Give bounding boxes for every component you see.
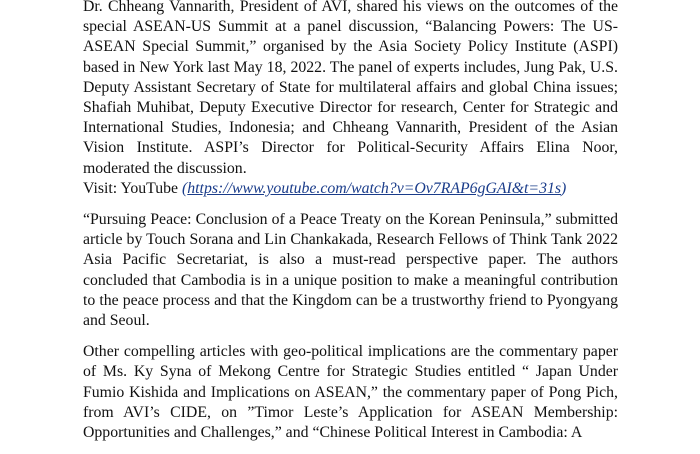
paragraph-korean-peace-text: “Pursuing Peace: Conclusion of a Peace Treaty on the Korean Peninsula,” submitted article by Touch Sorana and Lin Chankakada, Research Fellows of Think Tank 2022 Asia Pacific Secretariat, is also a must-read perspective paper. The authors concluded that Cambodia is in a unique position to make a meaningful contribution to the peace process and that the Kingdom can be a trustworthy friend to Pyongyang and Seoul. xyxy=(83,211,618,330)
paragraph-other-articles-text: Other compelling articles with geo-political implications are the commentary paper of Ms. Ky Syna of Mekong Centre for Strategic Studies entitled “ Japan Under Fumio Kishida and Implications on ASEAN,” the commentary paper of Pong Pich, from AVI’s CIDE, on ”Timor Leste’s Application for ASEAN Membership: Opportunities and Challenges,” and “Chinese Political Interest in Cambodia: A xyxy=(83,343,618,442)
paragraph-korean-peace xyxy=(83,210,618,331)
visit-youtube-line xyxy=(83,179,618,199)
link-open-paren: ( xyxy=(182,179,188,197)
document-page xyxy=(83,0,618,454)
link-close-paren: ) xyxy=(561,179,567,197)
paragraph-summit-panel xyxy=(83,0,618,179)
youtube-link[interactable]: https://www.youtube.com/watch?v=Ov7RAP6gGAI&t=31s xyxy=(187,179,562,197)
visit-label: Visit: YouTube xyxy=(83,179,182,197)
paragraph-other-articles xyxy=(83,342,618,443)
paragraph-summit-panel-text: Dr. Chheang Vannarith, President of AVI, shared his views on the outcomes of the special ASEAN-US Summit at a panel discussion, “Balancing Powers: The US-ASEAN Special Summit,” organised by the Asia Society Policy Institute (ASPI) based in New York last May 18, 2022. The panel of experts includes, Jung Pak, U.S. Deputy Assistant Secretary of State for multilateral affairs and global China issues; Shafiah Muhibat, Deputy Executive Director for research, Center for Strategic and International Studies, Indonesia; and Chheang Vannarith, President of the Asian Vision Institute. ASPI’s Director for Political-Security Affairs Elina Noor, moderated the discussion. xyxy=(83,0,618,177)
